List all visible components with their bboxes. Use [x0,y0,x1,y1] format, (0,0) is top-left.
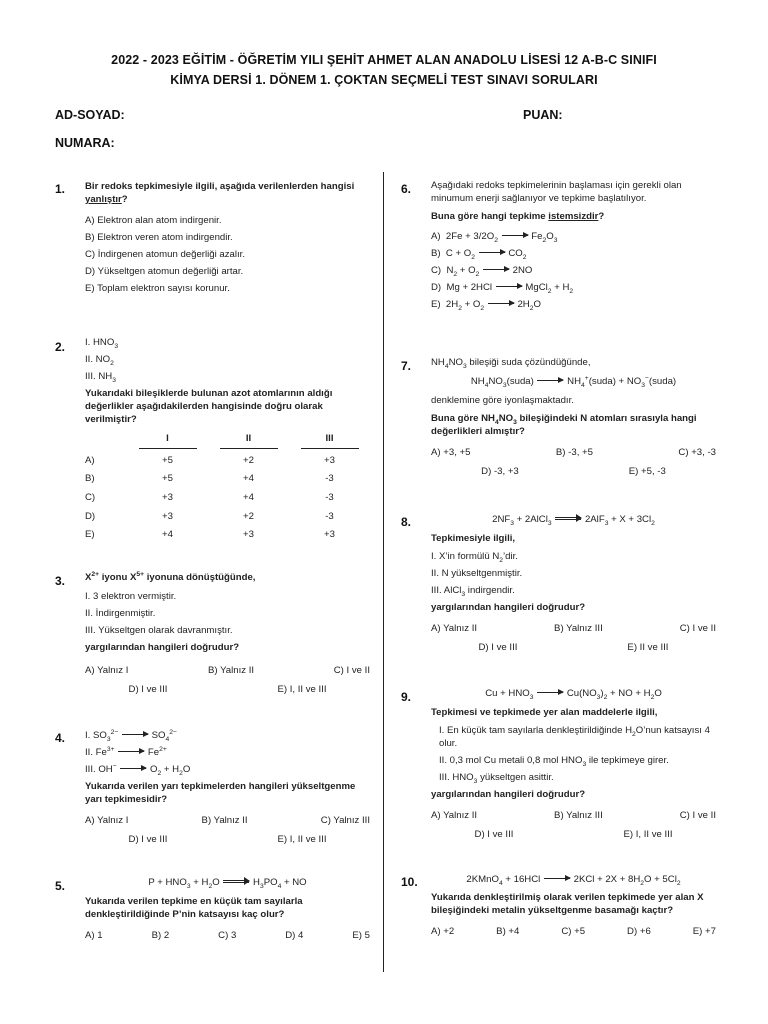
exam-title-line1: 2022 - 2023 EĞİTİM - ÖĞRETİM YILI ŞEHİT AHMET ALAN ANADOLU LİSESİ 12 A-B-C SINIFI [111,53,657,67]
column-divider [383,172,384,972]
question-2: I. $HNO_3$ II. $NO_2$ III. $NH_3$ Yukarıdaki bileşiklerde bulunan azot atomlarının aldığı değerlikler aşağıdakilerden hangisinde doğru olarak verilmiştir? I II III A) +5 +2 +3 B) +5 +4 -3 C) +3 +4 -3 D) +3 +2 -3 E) +4 +3 +3 [85,337,370,545]
score-label: PUAN: [523,108,563,122]
question-8: $2NF_3$ + 2AlCl$_3$ $2AlF_3 + X + 3Cl_2$ Tepkimesiyle ilgili, I. X’in formülü $N_2’dir$. II. N yükseltgenmiştir. III. AlCl$_3$ indirgendir. yargılarından hangileri doğrudur? A) Yalnız II B) Yalnız III C) I ve II D) I ve III E) II ve III [431,514,716,653]
q2-row-d: D) +3 +2 -3 [85,510,334,522]
q1-option-b: B) Elektron veren atom indirgendir. [85,231,233,243]
number-label: NUMARA: [55,136,115,150]
q1-option-e: E) Toplam elektron sayısı korunur. [85,282,230,294]
question-5-number: 5. [55,879,66,893]
question-1: Bir redoks tepkimesiyle ilgili, aşağıda verilenlerden hangisi yanlıştır? A) Elektron alan atom indirgenir. B) Elektron veren atom indirgendir. C) İndirgenen atomun değerliği azalır. D) Yükseltgen atomun değerliği artar. E) Toplam elektron sayısı korunur. [85,181,370,300]
question-3-number: 3. [55,574,66,588]
q2-row-b: B) +5 +4 -3 [85,473,334,485]
question-4-number: 4. [55,731,66,745]
q2-stem: Yukarıdaki bileşiklerde bulunan azot atomlarının aldığı değerlikler aşağıdakilerden hangisinde doğru olarak verilmiştir? [85,387,333,425]
question-6: Aşağıdaki redoks tepkimelerinin başlaması için gerekli olan minumum enerji sağlanıyor ve tepkime başlatılıyor. Buna göre hangi tepkime istemsizdir? A) $2Fe + 3/2O_2$ $Fe_2O_3$ B) $C + O_2$ $CO_2$ C) $N_2 + O_2$ 2NO D) Mg + 2HCl MgCl$_2$ + $H_2$ E) $2H_2 + O_2$ $2H_2O$ [431,180,682,312]
exam-title-line2: KİMYA DERSİ 1. DÖNEM 1. ÇOKTAN SEÇMELİ TEST SINAVI SORULARI [170,73,598,87]
q1-option-c: C) İndirgenen atomun değerliği azalır. [85,248,245,260]
q2-row-e: E) +4 +3 +3 [85,529,335,541]
name-label: AD-SOYAD: [55,108,125,122]
question-3: $X^{2+}$ iyonu $X^{5+}$ iyonuna dönüştüğünde, I. 3 elektron vermiştir. II. İndirgenmiştir. III. Yükseltgen olarak davranmıştır. yargılarından hangileri doğrudur? A) Yalnız I B) Yalnız II C) I ve II D) I ve III E) I, II ve III [85,570,370,695]
question-2-number: 2. [55,340,66,354]
question-9: $Cu + HNO_3$ $Cu(NO_3)_2$ + NO + $H_2O$ Tepkimesi ve tepkimede yer alan maddelerle ilgili, I. En küçük tam sayılarla denkleştirildiğinde $H_2O’nun$ katsayısı 4 olur. II. 0,3 mol Cu metali 0,8 mol $HNO_3$ ile tepkimeye girer. III. $HNO_3$ yükseltgen asittir. yargılarından hangileri doğrudur? A) Yalnız II B) Yalnız III C) I ve II D) I ve III E) I, II ve III [431,688,716,840]
question-9-number: 9. [401,690,412,704]
question-5: $P + HNO_3 + H_2O$ $H_3PO_4$ + NO Yukarıda verilen tepkime en küçük tam sayılarla denkleştirildiğinde P’nin katsayısı kaç olur? A) 1 B) 2 C) 3 D) 4 E) 5 [85,877,370,941]
q1-option-a: A) Elektron alan atom indirgenir. [85,214,222,226]
question-7-number: 7. [401,359,412,373]
question-8-number: 8. [401,515,412,529]
q2-answer-table: I II III A) +5 +2 +3 B) +5 +4 -3 C) +3 +4 -3 D) +3 +2 -3 E) +4 +3 +3 [85,431,370,545]
question-1-number: 1. [55,182,66,196]
question-10-number: 10. [401,875,418,889]
q2-row-c: C) +3 +4 -3 [85,492,334,504]
question-6-number: 6. [401,182,412,196]
question-7: $NH_4NO_3$ bileşiği suda çözündüğünde, $NH_4NO_3(suda)$ $NH_4^+(suda)$ + $NO_3^-(suda)$ denklemine göre iyonlaşmaktadır. Buna göre $NH_4NO_3$ bileşiğindeki N atomları sırasıyla hangi değerlikleri almıştır? A) +3, +5 B) -3, +5 C) +3, -3 D) -3, +3 E) +5, -3 [431,357,716,477]
question-10: 2KMnO$_4$ + 16HCl $2KCl + 2X + 8H_2O + 5Cl_2$ Yukarıda denkleştirilmiş olarak verilen tepkimede yer alan X bileşiğindeki metalin yükseltgenme basamağı kaçtır? A) +2 B) +4 C) +5 D) +6 E) +7 [431,874,716,937]
question-4: I. $SO_3^{2-}$ $SO_4^{2-}$ II. $Fe^{3+}$ $Fe^{2+}$ III. OH− $O_2 + H_2O$ Yukarıda verilen yarı tepkimelerden hangileri yükseltgenme yarı tepkimesidir? A) Yalnız I B) Yalnız II C) Yalnız III D) I ve III E) I, II ve III [85,728,370,845]
q2-row-a: A) +5 +2 +3 [85,454,335,466]
q1-option-d: D) Yükseltgen atomun değerliği artar. [85,265,244,277]
